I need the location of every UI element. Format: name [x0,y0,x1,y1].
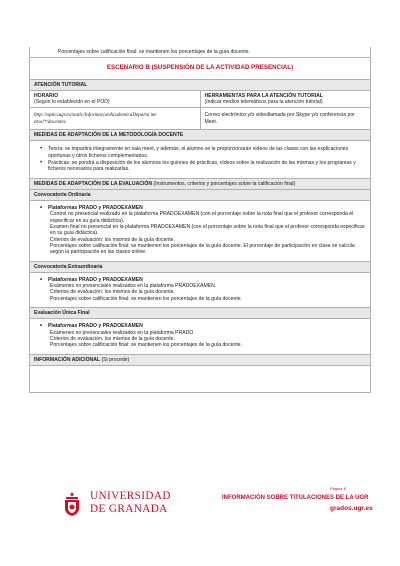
extraordinaria-heading: Convocatoria Extraordinaria [34,263,103,270]
horario-sub: (Según lo establecido en el POD) [34,99,110,106]
info-heading-main: INFORMACIÓN ADICIONAL [34,356,101,363]
extraordinaria-line: Exámenes no presenciales realizados en la plataforma PRADOEXAMEN. [50,283,217,290]
ordinaria-line: Criterios de evaluación: los mismos de la guía docente. [50,236,175,243]
info-content [30,366,370,392]
unica-item-head: • Plataformas PRADO y PRADOEXAMEN [48,323,366,329]
horario-value [30,108,201,129]
university-logo-text [90,490,171,516]
extraordinaria-line: Porcentajes sobre calificación final: se mantienen los porcentajes de la guía docente. [50,295,242,302]
ordinaria-content [30,201,370,260]
university-crest-icon [62,491,82,517]
list-item: • Teoría: se impartirá íntegramente en sala meet, y además, el alumno se le proporcionarán vídeos de las clases con las explicaciones oportunas y otros ficheros complementarios. [40,146,366,159]
evaluacion-heading [30,179,370,189]
herramientas-value: Correo electrónico y/o videollamada por Skype y/o conferencia por Meet. [204,112,355,125]
info-heading-sub: (Si procede) [100,356,130,363]
extraordinaria-item-head: • Plataformas PRADO y PRADOEXAMEN [48,277,366,283]
page-number: Página 8 [330,486,346,491]
horario-label: HORARIO [34,92,59,99]
list-item: • Prácticas: se pondrá a disposición de los alumnos los guiones de prácticas, vídeos sobre la realización de las mismas y los programas y ficheros necesarios para realizarlas. [40,160,366,173]
atencion-heading: ATENCIÓN TUTORIAL [34,81,88,88]
document-table [29,47,371,393]
herramientas-label: HERRAMIENTAS PARA LA ATENCIÓN TUTORIAL [204,92,323,99]
ordinaria-line: Examen final no presencial en la plataforma PRADOEXAMEN (con el porcentaje sobre la nota final que el profesor corresponda especificar en su guía didáctica). [50,224,365,237]
scenario-title: ESCENARIO B (SUSPENSIÓN DE LA ACTIVIDAD PRESENCIAL) [106,64,294,72]
footer-info-line: INFORMACIÓN SOBRE TITULACIONES DE LA UGR [222,495,369,501]
metodologia-heading: MEDIDAS DE ADAPTACIÓN DE LA METODOLOGÍA DOCENTE [34,132,184,139]
ordinaria-item-head: • Plataformas PRADO y PRADOEXAMEN [48,205,366,211]
university-line-2: DE GRANADA [90,503,168,515]
ordinaria-line: Control no presencial realizado en la plataforma PRADOEXAMEN (con el porcentaje sobre la nota final que el profesor corresponda el especificar en su guía didáctica). [50,211,354,224]
herramientas-sub: (Indicar medios telemáticos para la atención tutorial) [204,99,323,106]
top-row-text: Porcentajes sobre calificación final: se mantienen los porcentajes de la guía docente. [58,49,250,55]
unica-line: Exámenes no presenciales realizados en la plataforma PRADO. [50,329,195,336]
page-footer [0,478,400,566]
info-heading [30,355,370,365]
metodologia-list [34,146,366,172]
extraordinaria-line: Criterios de evaluación: los mismos de la guía docente. [50,289,175,296]
herramientas-header [201,91,371,108]
unica-heading: Evaluación Única Final [34,310,90,317]
unica-line: Criterios de evaluación: los mismos de la guía docente. [50,335,175,342]
evaluacion-heading-main: MEDIDAS DE ADAPTACIÓN DE LA EVALUACIÓN [34,180,153,187]
ordinaria-heading: Convocatoria Ordinaria [34,191,91,198]
horario-header [30,91,201,108]
evaluacion-heading-sub: (Instrumentos, criterios y porcentajes sobre la calificación final) [152,180,296,187]
ordinaria-line: Porcentajes sobre calificación final: se mantienen los porcentajes de la guía docente. El porcentaje de participación en clase se calcula según la participación en las clases online. [50,242,355,256]
university-line-1: UNIVERSIDAD [90,490,171,502]
unica-content [30,319,370,353]
extraordinaria-content [30,273,370,307]
horario-link-2[interactable]: ntos/*/docentes [34,118,66,125]
horario-link-1[interactable]: http://opticsugr.es/static/InformacionAcademicaDeparta me [34,112,157,119]
unica-line: Porcentajes sobre calificación final: se mantienen los porcentajes de la guía docente. [50,342,242,349]
footer-url[interactable]: grados.ugr.es [330,505,373,512]
